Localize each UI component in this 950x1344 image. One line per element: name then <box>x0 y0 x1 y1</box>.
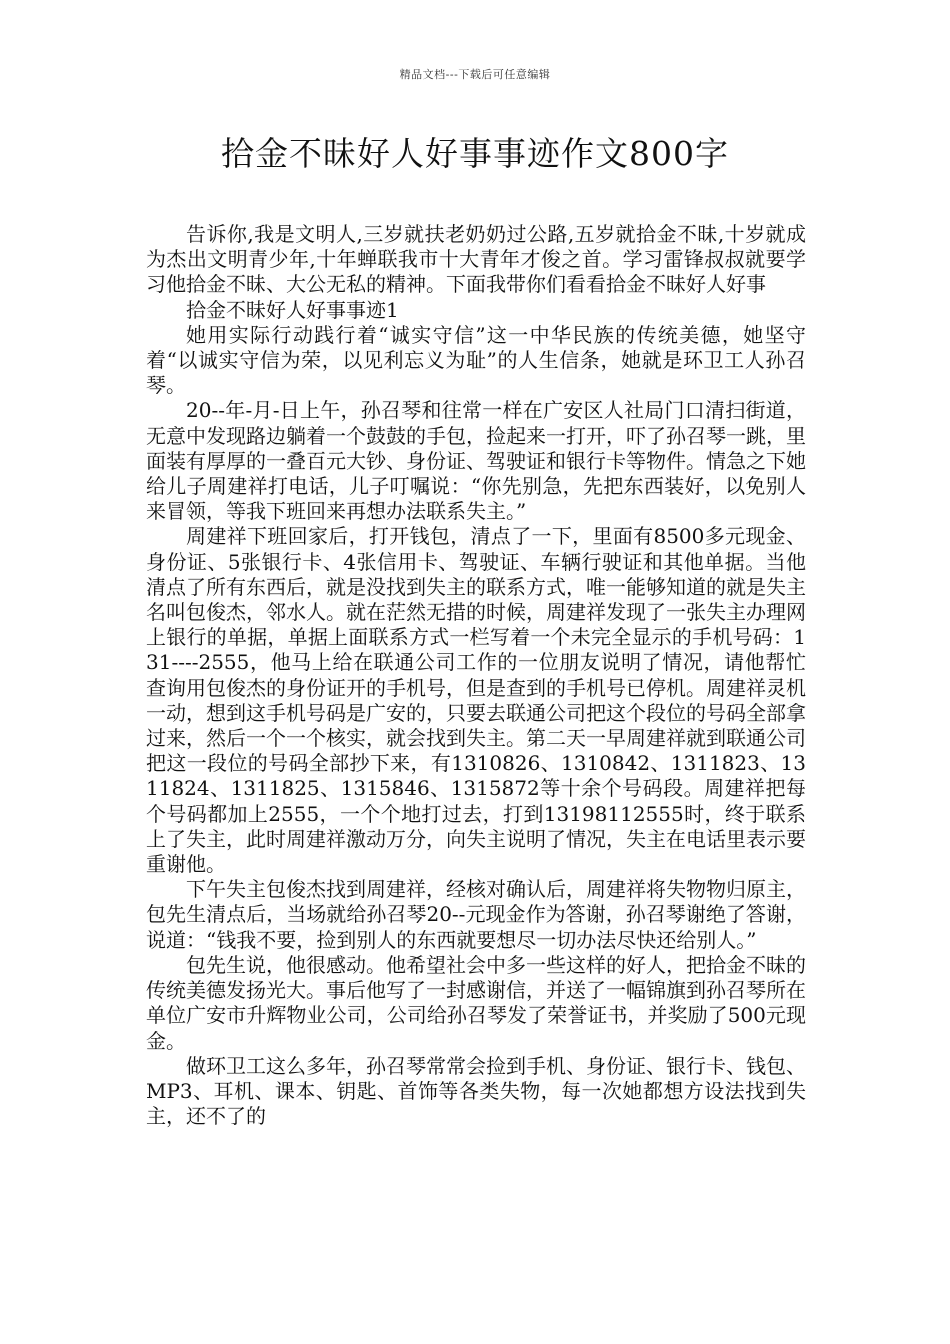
document-title: 拾金不昧好人好事事迹作文800字 <box>221 134 729 173</box>
document-body <box>146 222 806 1129</box>
paragraph: 周建祥下班回家后，打开钱包，清点了一下，里面有8500多元现金、身份证、5张银行卡、4张信用卡、驾驶证、车辆行驶证和其他单据。当他清点了所有东西后，就是没找到失主的联系方式，唯一能够知道的就是失主名叫包俊杰，邻水人。就在茫然无措的时候，周建祥发现了一张失主办理网上银行的单据，单据上面联系方式一栏写着一个未完全显示的手机号码：131----2555，他马上给在联通公司工作的一位朋友说明了情况，请他帮忙查询用包俊杰的身份证开的手机号，但是查到的手机号已停机。周建祥灵机一动，想到这手机号码是广安的，只要去联通公司把这个段位的号码全部拿过来，然后一个一个核实，就会找到失主。第二天一早周建祥就到联通公司把这一段位的号码全部抄下来，有1310826、1310842、1311823、1311824、1311825、1315846、1315872等十余个号码段。周建祥把每个号码都加上2555，一个个地打过去，打到13198112555时，终于联系上了失主，此时周建祥激动万分，向失主说明了情况，失主在电话里表示要重谢他。 <box>146 524 806 877</box>
paragraph: 她用实际行动践行着“诚实守信”这一中华民族的传统美德，她坚守着“以诚实守信为荣，以见利忘义为耻”的人生信条，她就是环卫工人孙召琴。 <box>146 322 806 398</box>
paragraph: 下午失主包俊杰找到周建祥，经核对确认后，周建祥将失物物归原主，包先生清点后，当场就给孙召琴20--元现金作为答谢，孙召琴谢绝了答谢，说道：“钱我不要，捡到别人的东西就要想尽一切办法尽快还给别人。” <box>146 877 806 952</box>
paragraph-intro: 告诉你,我是文明人,三岁就扶老奶奶过公路,五岁就拾金不昧,十岁就成为杰出文明青少年,十年蝉联我市十大青年才俊之首。学习雷锋叔叔就要学习他拾金不昧、大公无私的精神。下面我带你们看看拾金不昧好人好事 <box>146 222 806 297</box>
paragraph: 包先生说，他很感动。他希望社会中多一些这样的好人，把拾金不昧的传统美德发扬光大。事后他写了一封感谢信，并送了一幅锦旗到孙召琴所在单位广安市升辉物业公司，公司给孙召琴发了荣誉证书，并奖励了500元现金。 <box>146 952 806 1053</box>
paragraph: 做环卫工这么多年，孙召琴常常会捡到手机、身份证、银行卡、钱包、MP3、耳机、课本、钥匙、首饰等各类失物，每一次她都想方设法找到失主，还不了的 <box>146 1053 806 1129</box>
section-heading: 拾金不昧好人好事事迹1 <box>186 297 399 322</box>
paragraph: 20--年-月-日上午，孙召琴和往常一样在广安区人社局门口清扫街道，无意中发现路边躺着一个鼓鼓的手包，捡起来一打开，吓了孙召琴一跳，里面装有厚厚的一叠百元大钞、身份证、驾驶证和银行卡等物件。情急之下她给儿子周建祥打电话，儿子叮嘱说：“你先别急，先把东西装好，以免别人来冒领，等我下班回来再想办法联系失主。” <box>146 398 806 524</box>
document-header-note: 精品文档---下载后可任意编辑 <box>399 68 551 81</box>
